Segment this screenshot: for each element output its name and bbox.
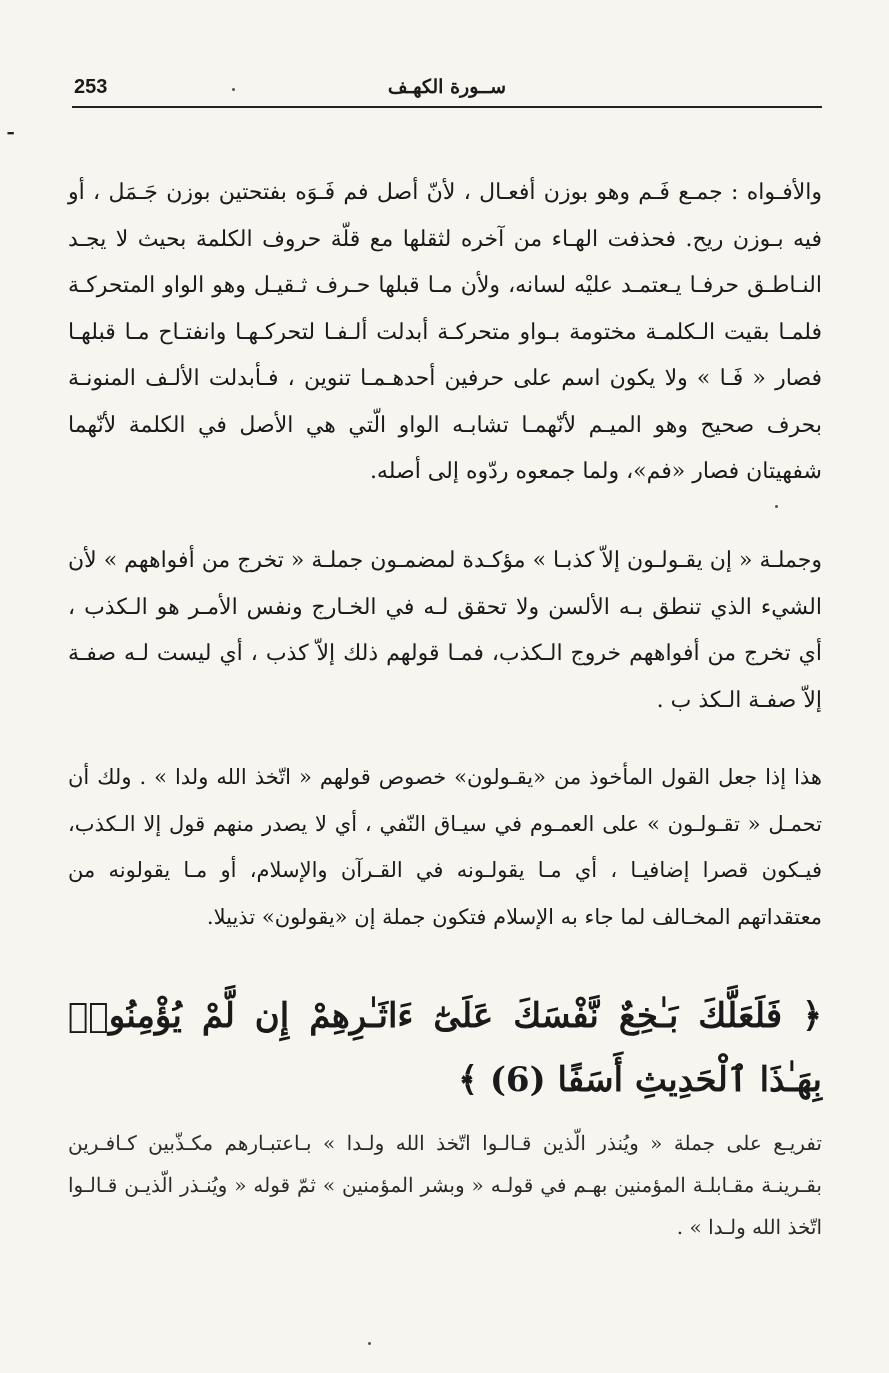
paragraph-afwah-explanation: والأفـواه : جمـع فَـم وهو بوزن أفعـال ، لأنّ أصل فم فَـوَه بفتحتين بوزن جَـمَل ، أو فيه بـوزن ريح. فحذفت الهـاء من آخره لثقلها مع قلّة حروف الكلمة بحيث لا يجـد النـاطـق حرفـا يـعتمـد عليْه لسانه، ولأن مـا قبلها حـرف ثـقيـل وهو الواو المتحركـة فلمـا بقيت الـكلمـة مختومة بـواو متحركـة أبدلت ألـفـا لتحركـهـا وانفتـاح مـا قبلهـا فصار « فَـا » ولا يكون اسم على حرفين أحدهـمـا تنوين ، فـأبدلت الألـف المنونـة بحرف صحيح وهو الميـم لأنّهمـا تشابـه الواو الّتي هي الأصل في الكلمة لأنّهما شفهيتان فصار «فم»، ولما جمعوه ردّوه إلى أصله. [68,180,822,484]
page-header [72,72,822,108]
margin-mark: ـ [8,118,14,139]
page-number: 253 [74,76,108,98]
paragraph-verse-commentary: تفريـع على جملة « ويُنذر الّذين قـالـوا اتّخذ الله ولـدا » بـاعتبـارهم مكـذّبين كـافـرين بقـرينـة مقـابلـة المؤمنين بهـم في قولـه « وبشر المؤمنين » ثمّ قوله « ويُنـذر الّذيـن قـالـوا اتّخذ الله ولـدا » . [68,1131,822,1239]
paragraph-yaqulun-kadhiban: وجملـة « إن يقـولـون إلاّ كذبـا » مؤكـدة لمضمـون جملـة « تخرج من أفواههم » لأن الشيء الذي تنطق بـه الألسن ولا تحقق لـه في الخـارج ونفس الأمـر هو الـكذب ، أي تخرج من أفواههم خروج الـكذب، فمـا قولهم ذلك إلاّ كذب ، أي ليست لـه صفـة إلاّ صفـة الـكذ ب . [68,548,822,713]
print-speck [775,505,778,508]
surah-title: ســورة الكهـف [387,76,507,98]
quran-verse: ﴿ فَلَعَلَّكَ بَـٰخِعٌ نَّفْسَكَ عَلَىٰٓ ءَاثَـٰرِهِمْ إِن لَّمْ يُؤْمِنُوا۟ بِهَـٰذَا ٱلْحَدِيثِ أَسَفًا (6) ﴾ [68,996,822,1100]
paragraph-qawl-generalization: هذا إذا جعل القول المأخوذ من «يقـولون» خصوص قولهم « اتّخذ الله ولدا » . ولك أن تحمـل « تقـولـون » على العمـوم في سيـاق النّفي ، أي لا يصدر منهم قول إلا الـكذب، فيـكون قصرا إضافيـا ، أي مـا يقولـونه في القـرآن والإسلام، أو مـا يقولونه من معتقداتهم المخـالف لما جاء به الإسلام فتكون جملة إن «يقولون» تذييلا. [68,765,822,929]
print-speck [232,88,235,91]
print-speck [368,1342,371,1345]
